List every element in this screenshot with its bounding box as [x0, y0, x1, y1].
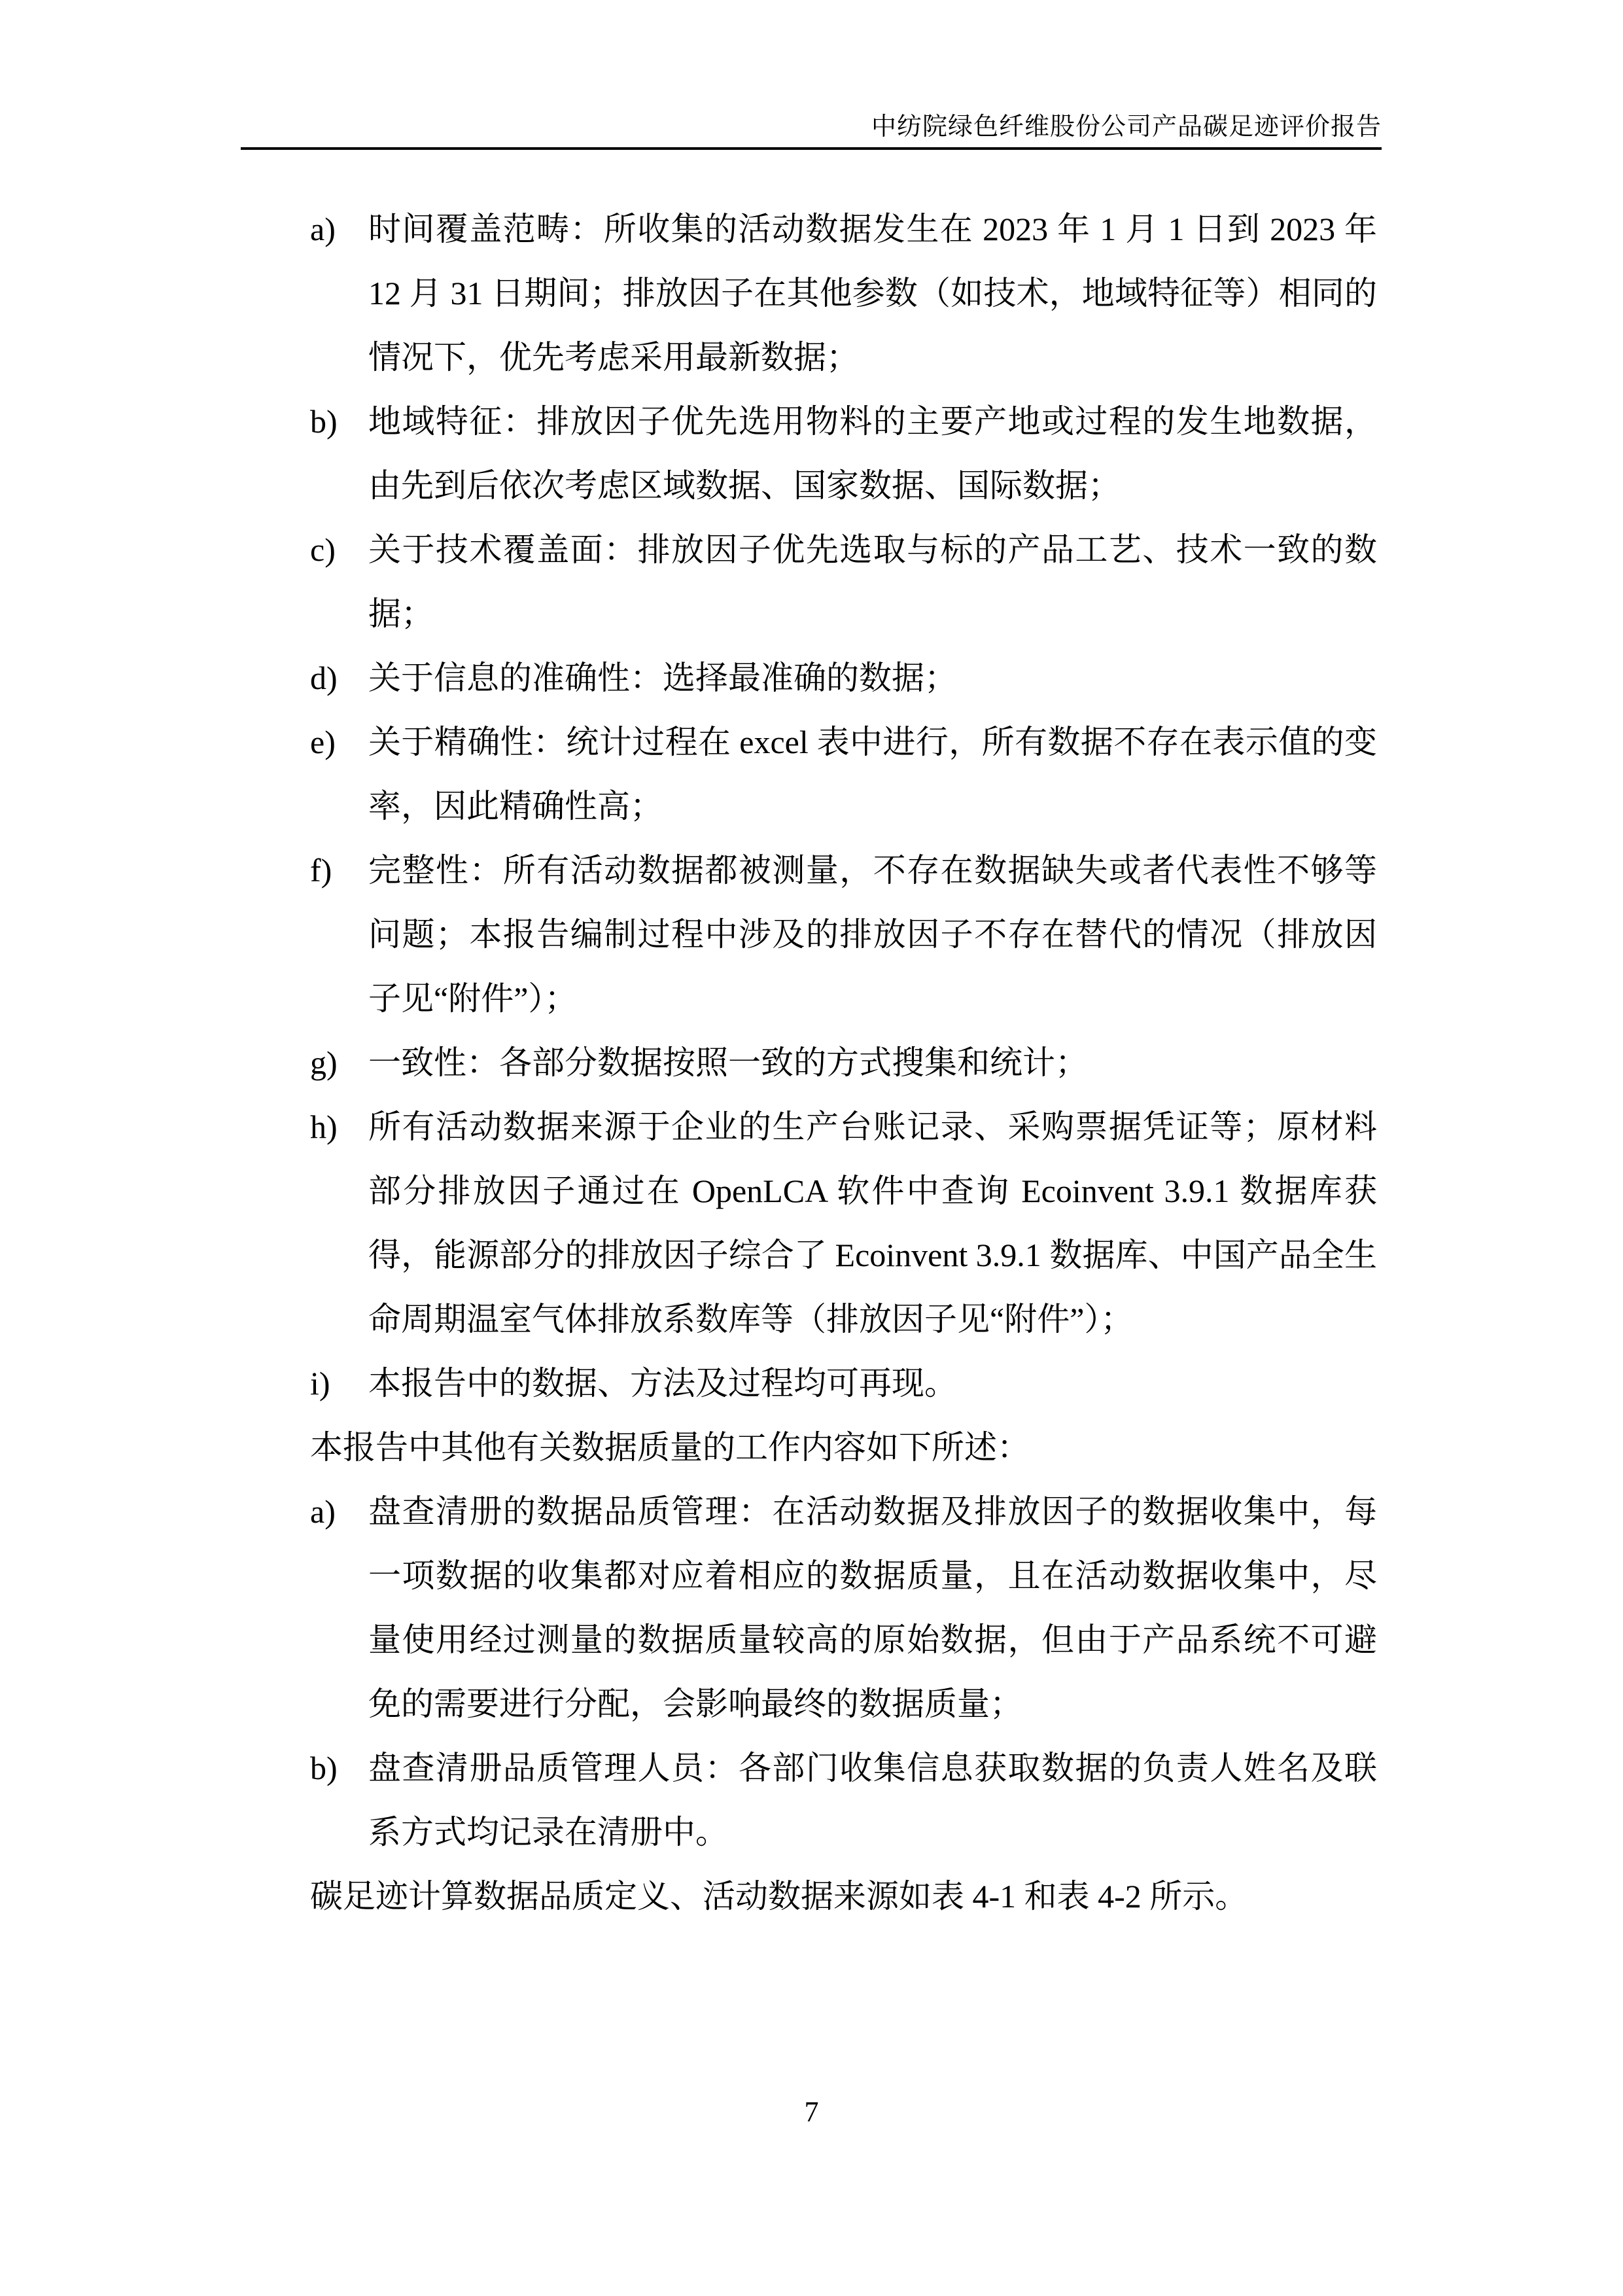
paragraph: 本报告中其他有关数据质量的工作内容如下所述： [310, 1429, 1030, 1466]
list-item-text: 关于信息的准确性：选择最准确的数据； [368, 660, 957, 696]
list-item [310, 1031, 1377, 1095]
list-item-label: h) [310, 1108, 338, 1145]
list-item-text: 关于精确性：统计过程在 excel 表中进行，所有数据不存在表示值的变率，因此精确性高； [368, 724, 1377, 824]
list-item [310, 1736, 1377, 1864]
page-header [241, 111, 1382, 150]
list-item [310, 518, 1377, 646]
list-item-text: 关于技术覆盖面：排放因子优先选取与标的产品工艺、技术一致的数据； [368, 531, 1377, 632]
page-header-title: 中纺院绿色纤维股份公司产品碳足迹评价报告 [871, 113, 1382, 141]
list-item-label: f) [310, 852, 332, 889]
list-item [310, 1095, 1377, 1351]
list-item [310, 646, 1377, 710]
list-item-label: d) [310, 660, 338, 696]
list-item-text: 地域特征：排放因子优先选用物料的主要产地或过程的发生地数据，由先到后依次考虑区域数据、国家数据、国际数据； [368, 403, 1377, 504]
list-item-text: 完整性：所有活动数据都被测量，不存在数据缺失或者代表性不够等问题；本报告编制过程中涉及的排放因子不存在替代的情况（排放因子见“附件”）； [368, 852, 1377, 1017]
list-item-label: g) [310, 1044, 338, 1081]
list-item [310, 1479, 1377, 1736]
list-item-text: 时间覆盖范畴：所收集的活动数据发生在 2023 年 1 月 1 日到 2023 年 12 月 31 日期间；排放因子在其他参数（如技术，地域特征等）相同的情况下，优先考虑采用最新数据； [368, 211, 1377, 376]
list-item [310, 1351, 1377, 1415]
list-item-label: b) [310, 403, 338, 440]
list-item-label: a) [310, 211, 336, 247]
list-item [310, 197, 1377, 389]
list-item-label: e) [310, 724, 336, 760]
list-item-label: b) [310, 1750, 338, 1786]
list-item-label: i) [310, 1365, 330, 1402]
list-item-text: 盘查清册的数据品质管理：在活动数据及排放因子的数据收集中，每一项数据的收集都对应着相应的数据质量，且在活动数据收集中，尽量使用经过测量的数据质量较高的原始数据，但由于产品系统不可避免的需要进行分配，会影响最终的数据质量； [368, 1493, 1377, 1722]
list-item [310, 838, 1377, 1031]
list-item-text: 盘查清册品质管理人员：各部门收集信息获取数据的负责人姓名及联系方式均记录在清册中。 [368, 1750, 1377, 1850]
list-item-text: 所有活动数据来源于企业的生产台账记录、采购票据凭证等；原材料部分排放因子通过在 OpenLCA 软件中查询 Ecoinvent 3.9.1 数据库获得，能源部分的排放因子综合了 Ecoinvent 3.9.1 数据库、中国产品全生命周期温室气体排放系数库等（排放因子见“附件”）； [368, 1108, 1377, 1337]
paragraph: 碳足迹计算数据品质定义、活动数据来源如表 4-1 和表 4-2 所示。 [310, 1878, 1248, 1915]
page-body [310, 197, 1377, 1928]
list-item-label: a) [310, 1493, 336, 1530]
list-item-text: 一致性：各部分数据按照一致的方式搜集和统计； [368, 1044, 1088, 1081]
list-item [310, 710, 1377, 838]
page-number: 7 [804, 2096, 819, 2128]
list-item-label: c) [310, 531, 336, 568]
list-item [310, 389, 1377, 518]
list-item-text: 本报告中的数据、方法及过程均可再现。 [368, 1365, 957, 1402]
